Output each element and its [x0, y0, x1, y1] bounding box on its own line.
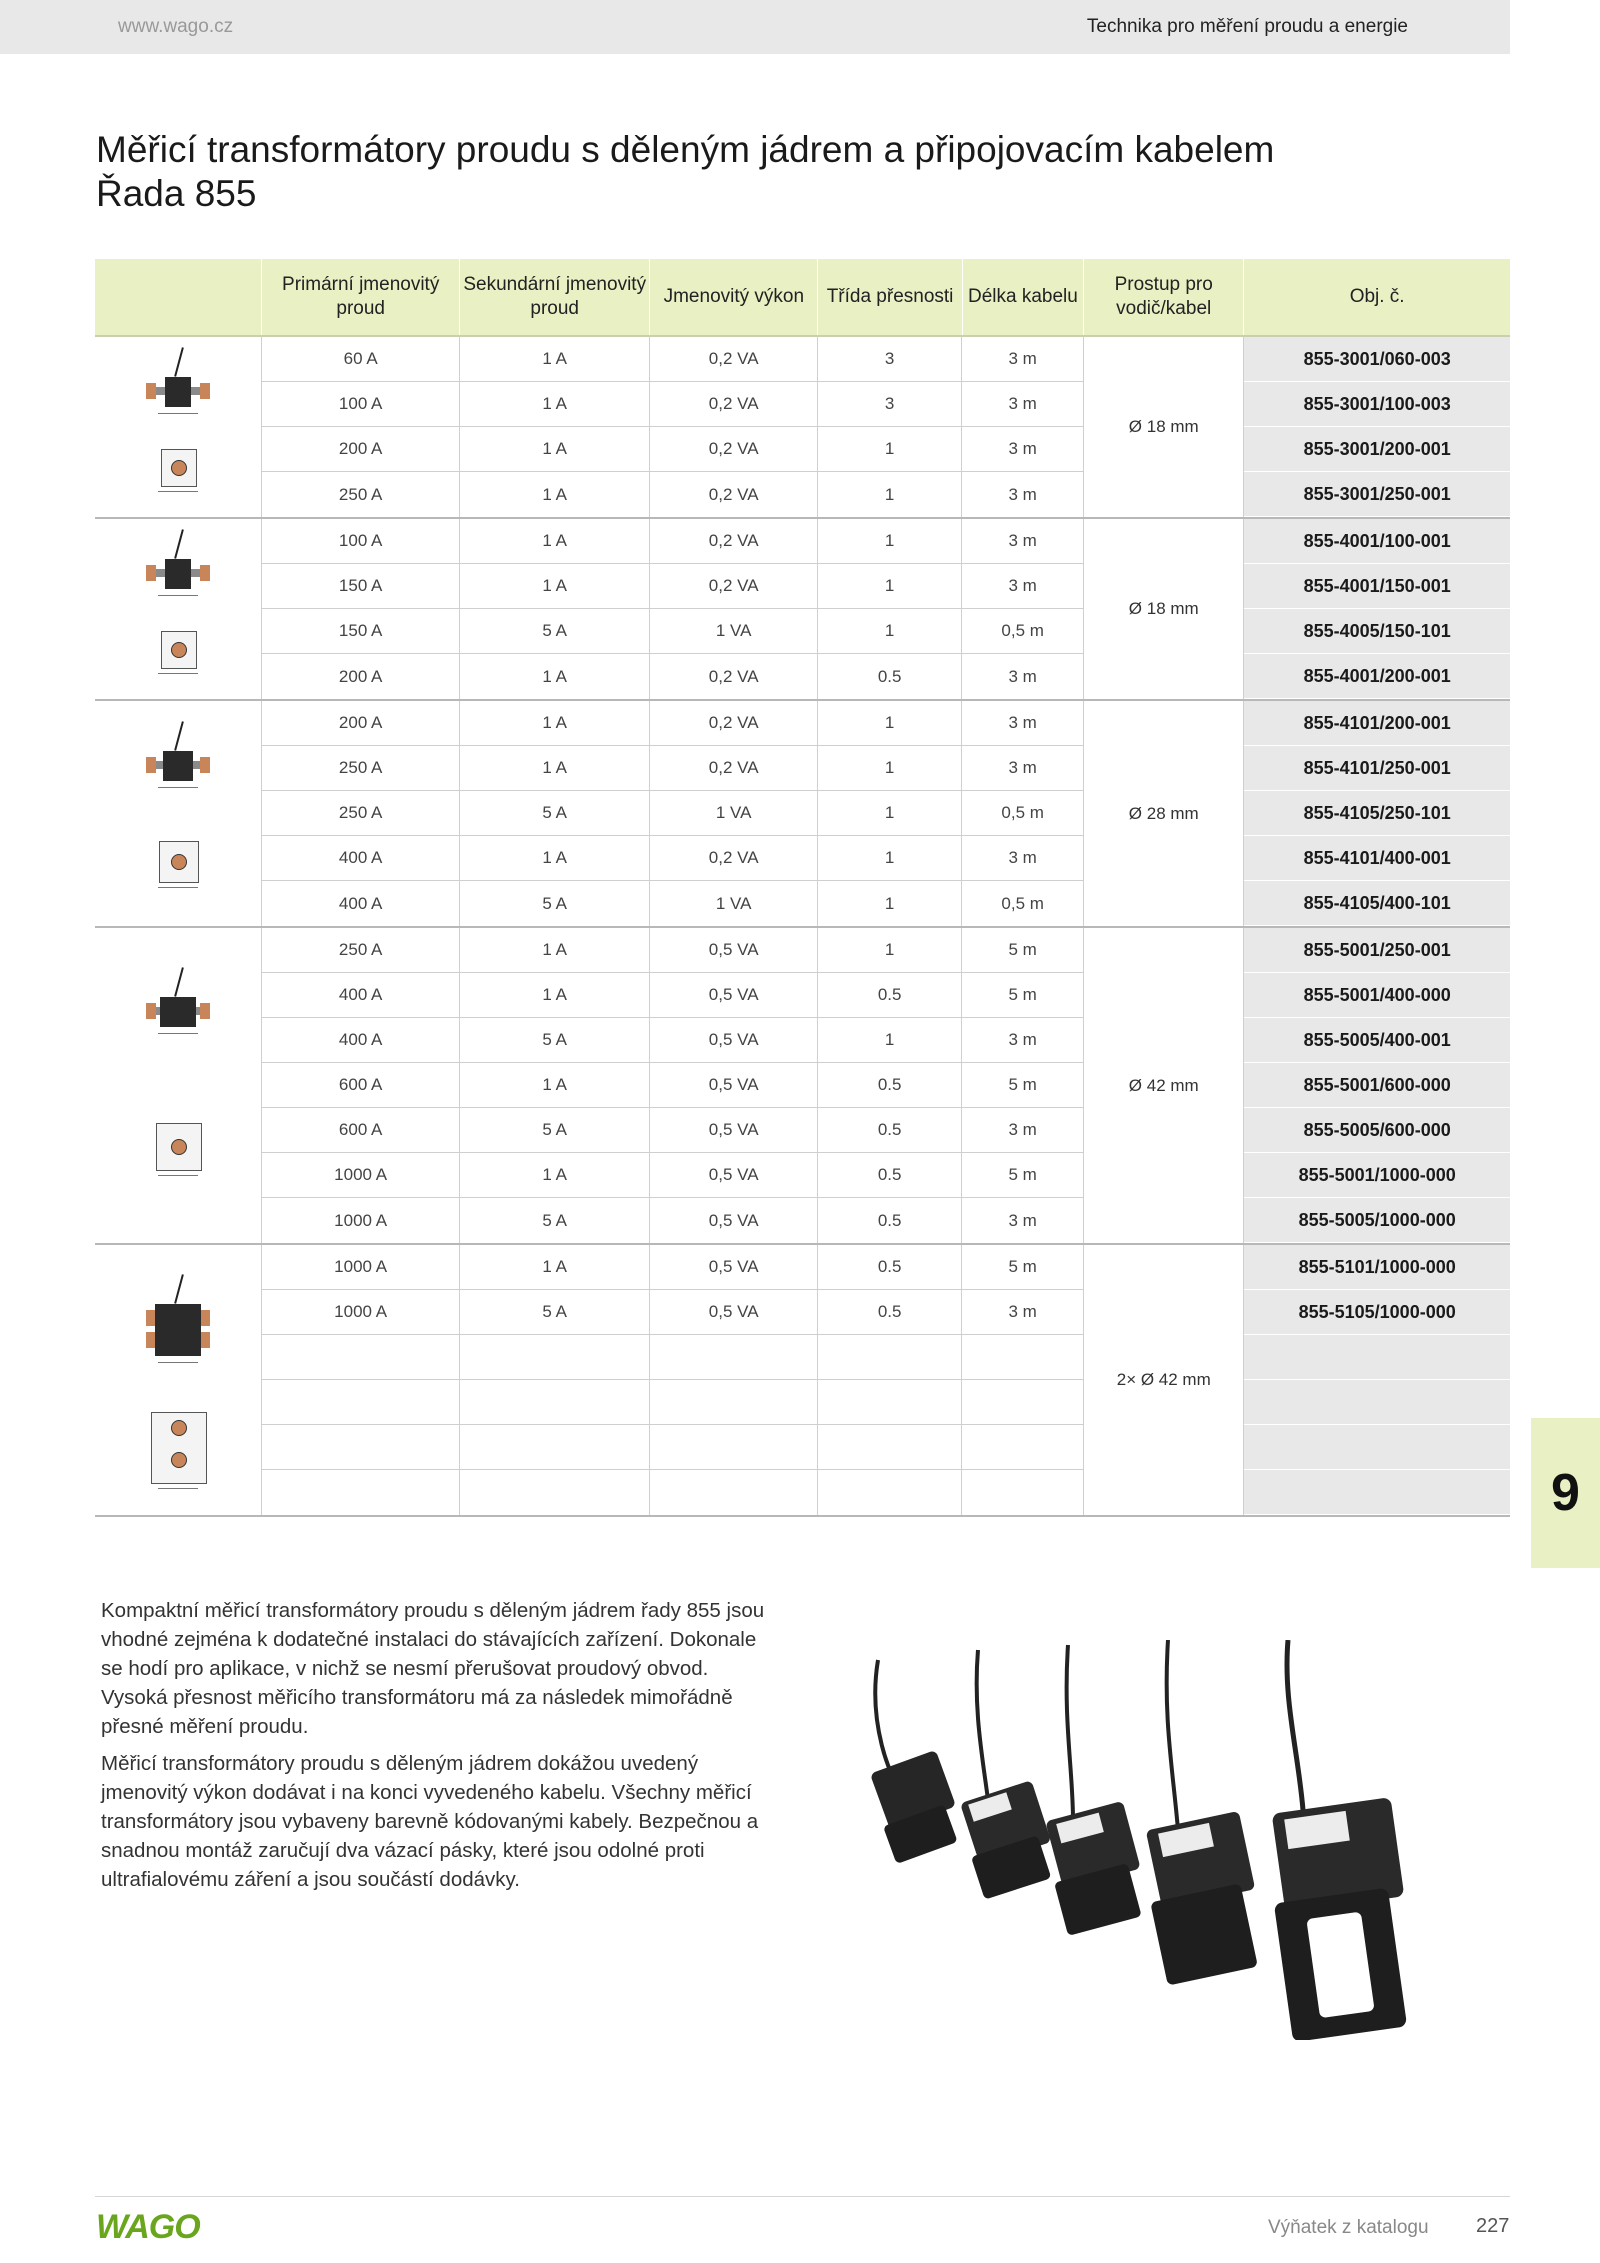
table-row: [262, 1470, 1083, 1515]
cell-rated-power: 0,5 VA: [650, 973, 818, 1017]
header-image-column: [95, 259, 261, 335]
cell-primary-current: 100 A: [262, 382, 460, 426]
drawing-part: [200, 565, 210, 581]
cell-primary-current: 250 A: [262, 746, 460, 790]
cell-order-number[interactable]: 855-3001/200-001: [1244, 427, 1510, 472]
cell-order-number[interactable]: 855-4105/400-101: [1244, 881, 1510, 926]
cell-order-number[interactable]: 855-3001/100-003: [1244, 382, 1510, 427]
cell-primary-current: 250 A: [262, 472, 460, 517]
cell-accuracy-class: 1: [818, 427, 962, 471]
product-photo: [858, 1640, 1418, 2040]
table-row: [262, 928, 1083, 973]
footer-divider: [95, 2196, 1510, 2197]
drawing-part: [163, 751, 193, 781]
cell-cable-length: [962, 1425, 1083, 1469]
drawing-part: [146, 1003, 156, 1019]
table-row: [262, 701, 1083, 746]
table-row: [262, 382, 1083, 427]
table-header: [95, 259, 1510, 337]
cell-conductor-passage: Ø 18 mm: [1083, 519, 1244, 699]
cell-cable-length: 3 m: [1008, 713, 1037, 732]
cell-rated-power: [650, 1335, 818, 1379]
cell-primary-current: 400 A: [262, 973, 460, 1017]
cell-primary-current: 150 A: [262, 609, 460, 653]
drawing-part: [174, 529, 184, 558]
cell-secondary-current: 5 A: [460, 1290, 650, 1334]
cell-order-number[interactable]: 855-3001/060-003: [1244, 337, 1510, 382]
cell-order-number[interactable]: 855-5105/1000-000: [1244, 1290, 1510, 1335]
cell-order-number[interactable]: 855-4005/150-101: [1244, 609, 1510, 654]
cell-order-number[interactable]: 855-5005/400-001: [1244, 1018, 1510, 1063]
order-column: [1244, 519, 1510, 699]
cell-secondary-current: 5 A: [460, 881, 650, 926]
cell-order-number[interactable]: 855-5001/400-000: [1244, 973, 1510, 1018]
cell-order-number[interactable]: 855-5005/600-000: [1244, 1108, 1510, 1153]
cell-secondary-current: 5 A: [460, 1018, 650, 1062]
cell-rated-power: 0,2 VA: [650, 746, 818, 790]
drawing-part: [158, 787, 198, 788]
drawing-part: [171, 854, 187, 870]
cell-rated-power: [650, 1380, 818, 1424]
cell-accuracy-class: 0.5: [818, 1153, 962, 1197]
header-conductor-passage: Prostup pro vodič/kabel: [1083, 259, 1243, 335]
cell-primary-current: 200 A: [262, 701, 460, 745]
order-column: [1244, 928, 1510, 1243]
cell-primary-current: 1000 A: [262, 1153, 460, 1197]
cell-primary-current: 400 A: [262, 1018, 460, 1062]
order-column: [1244, 701, 1510, 926]
group-rows: [262, 701, 1083, 926]
drawing-part: [165, 377, 191, 407]
transformer-large-photo: [1146, 1640, 1258, 1986]
cell-cable-length: 5 m: [1008, 985, 1037, 1004]
drawing-part: [158, 887, 198, 888]
section-title: Technika pro měření proudu a energie: [1086, 16, 1408, 37]
cell-rated-power: 0,5 VA: [650, 1290, 818, 1334]
cell-cable-length: 3 m: [1008, 1030, 1037, 1049]
cell-cable-length: 0,5 m: [1001, 621, 1044, 640]
table-row: [262, 973, 1083, 1018]
cell-rated-power: 0,2 VA: [650, 564, 818, 608]
cell-order-number[interactable]: 855-5001/1000-000: [1244, 1153, 1510, 1198]
cell-rated-power: 0,2 VA: [650, 337, 818, 381]
header-order-number: Obj. č.: [1243, 259, 1510, 335]
cell-cable-length: 3 m: [1008, 1302, 1037, 1321]
cell-rated-power: [650, 1470, 818, 1515]
cell-secondary-current: 1 A: [460, 928, 650, 972]
cell-conductor-passage: Ø 28 mm: [1083, 701, 1244, 926]
drawing-part: [158, 1175, 198, 1176]
table-row: [262, 746, 1083, 791]
cell-cable-length: 3 m: [1008, 666, 1037, 686]
cell-secondary-current: 1 A: [460, 472, 650, 517]
cell-primary-current: 250 A: [262, 928, 460, 972]
cell-secondary-current: 5 A: [460, 609, 650, 653]
table-row: [262, 1380, 1083, 1425]
cell-accuracy-class: 1: [818, 1018, 962, 1062]
table-row: [262, 609, 1083, 654]
cell-secondary-current: 1 A: [460, 746, 650, 790]
header-bar: [0, 0, 1510, 54]
cell-accuracy-class: 0.5: [818, 1245, 962, 1289]
group-rows: [262, 519, 1083, 699]
cell-primary-current: 600 A: [262, 1063, 460, 1107]
cell-secondary-current: 5 A: [460, 1108, 650, 1152]
cell-accuracy-class: 1: [818, 519, 962, 563]
cell-primary-current: 400 A: [262, 836, 460, 880]
drawing-part: [171, 460, 187, 476]
table-row: [262, 427, 1083, 472]
cell-accuracy-class: 3: [818, 382, 962, 426]
cell-rated-power: 0,2 VA: [650, 836, 818, 880]
cell-order-number[interactable]: 855-3001/250-001: [1244, 472, 1510, 517]
drawing-part: [158, 413, 198, 414]
cell-primary-current: 1000 A: [262, 1245, 460, 1289]
cell-primary-current: [262, 1380, 460, 1424]
cell-secondary-current: 1 A: [460, 836, 650, 880]
cell-cable-length: 5 m: [1008, 1165, 1037, 1184]
cell-order-number[interactable]: 855-5101/1000-000: [1244, 1245, 1510, 1290]
cell-accuracy-class: [818, 1380, 962, 1424]
cell-cable-length: 3 m: [1008, 439, 1037, 458]
cell-cable-length: 3 m: [1008, 576, 1037, 595]
product-group: [95, 337, 1510, 519]
drawing-part: [200, 1310, 210, 1326]
header-cable-length: Délka kabelu: [962, 259, 1083, 335]
cell-secondary-current: 1 A: [460, 701, 650, 745]
table-row: [262, 1335, 1083, 1380]
drawing-part: [158, 491, 198, 492]
product-table: [95, 259, 1510, 1517]
cell-cable-length: 5 m: [1008, 1257, 1037, 1276]
cell-rated-power: 0,5 VA: [650, 1245, 818, 1289]
cell-secondary-current: 1 A: [460, 654, 650, 699]
cell-primary-current: 600 A: [262, 1108, 460, 1152]
header-primary-current: Primární jmenovitý proud: [261, 259, 459, 335]
cell-cable-length: [962, 1380, 1083, 1424]
group-rows: [262, 928, 1083, 1243]
footer-catalog-text: Výňatek z katalogu: [1268, 2217, 1429, 2238]
site-url[interactable]: www.wago.cz: [118, 16, 234, 37]
product-drawing: [95, 701, 262, 926]
order-column: [1244, 337, 1510, 517]
chapter-tab[interactable]: 9: [1531, 1418, 1600, 1568]
cell-order-number[interactable]: 855-4001/150-001: [1244, 564, 1510, 609]
transformer-double-photo: [1272, 1640, 1408, 2040]
product-drawing: [95, 519, 262, 699]
cell-accuracy-class: 1: [818, 609, 962, 653]
cell-accuracy-class: 0.5: [818, 973, 962, 1017]
drawing-part: [146, 565, 156, 581]
header-secondary-current: Sekundární jmenovitý proud: [459, 259, 649, 335]
drawing-part: [200, 383, 210, 399]
drawing-part: [165, 559, 191, 589]
drawing-part: [158, 1488, 198, 1489]
cell-rated-power: 0,5 VA: [650, 1018, 818, 1062]
order-column: [1244, 1245, 1510, 1515]
cell-rated-power: 1 VA: [650, 881, 818, 926]
drawing-part: [174, 721, 184, 750]
cell-order-number: [1244, 1380, 1510, 1425]
cell-rated-power: [650, 1425, 818, 1469]
product-group: [95, 928, 1510, 1245]
drawing-part: [171, 642, 187, 658]
cell-secondary-current: 1 A: [460, 1153, 650, 1197]
cell-cable-length: 0,5 m: [1001, 893, 1044, 913]
cell-primary-current: 250 A: [262, 791, 460, 835]
product-group: [95, 701, 1510, 928]
cell-accuracy-class: [818, 1425, 962, 1469]
drawing-part: [158, 1362, 198, 1363]
cell-primary-current: [262, 1335, 460, 1379]
cell-order-number[interactable]: 855-4101/400-001: [1244, 836, 1510, 881]
cell-rated-power: 1 VA: [650, 791, 818, 835]
product-group: [95, 1245, 1510, 1517]
cell-cable-length: [962, 1470, 1083, 1515]
description: [101, 1596, 771, 1902]
cell-primary-current: 200 A: [262, 427, 460, 471]
cell-cable-length: 5 m: [1008, 1075, 1037, 1094]
transformer-small-photo: [870, 1660, 958, 1864]
cell-accuracy-class: 0.5: [818, 1290, 962, 1334]
drawing-part: [155, 1304, 201, 1356]
drawing-part: [174, 1275, 184, 1304]
cell-rated-power: 0,2 VA: [650, 519, 818, 563]
cell-order-number[interactable]: 855-5005/1000-000: [1244, 1198, 1510, 1243]
cell-order-number: [1244, 1470, 1510, 1515]
cell-primary-current: [262, 1470, 460, 1515]
cell-order-number[interactable]: 855-4105/250-101: [1244, 791, 1510, 836]
table-row: [262, 654, 1083, 699]
drawing-part: [158, 673, 198, 674]
cell-accuracy-class: [818, 1335, 962, 1379]
cell-rated-power: 0,2 VA: [650, 701, 818, 745]
page-number: 227: [1476, 2215, 1510, 2237]
table-row: [262, 1198, 1083, 1243]
table-row: [262, 519, 1083, 564]
group-rows: [262, 337, 1083, 517]
cell-secondary-current: 1 A: [460, 973, 650, 1017]
table-row: [262, 337, 1083, 382]
product-group: [95, 519, 1510, 701]
drawing-part: [158, 595, 198, 596]
cell-primary-current: 1000 A: [262, 1290, 460, 1334]
cell-rated-power: 0,2 VA: [650, 382, 818, 426]
cell-conductor-passage: 2× Ø 42 mm: [1083, 1245, 1244, 1515]
transformer-medium2-photo: [1045, 1645, 1141, 1936]
cell-rated-power: 0,5 VA: [650, 1198, 818, 1243]
drawing-part: [158, 1033, 198, 1034]
description-paragraph: Měřicí transformátory proudu s děleným jádrem dokážou uvedený jmenovitý výkon dodávat i na konci vyvedeného kabelu. Všechny měřicí transformátory jsou vybaveny barevně kódovanými kabely. Bezpečnou a snadnou montáž zaručují dva vázací pásky, které jsou odolné proti ultrafialovému záření a jsou součástí dodávky.: [101, 1752, 759, 1891]
cell-order-number[interactable]: 855-4001/200-001: [1244, 654, 1510, 699]
drawing-part: [160, 997, 196, 1027]
cell-secondary-current: [460, 1335, 650, 1379]
cell-rated-power: 0,5 VA: [650, 1108, 818, 1152]
cell-accuracy-class: 1: [818, 701, 962, 745]
product-drawing: [95, 1245, 262, 1515]
cell-order-number[interactable]: 855-5001/600-000: [1244, 1063, 1510, 1108]
table-row: [262, 1063, 1083, 1108]
header-rated-power: Jmenovitý výkon: [649, 259, 817, 335]
cell-rated-power: 0,2 VA: [650, 472, 818, 517]
cell-primary-current: 60 A: [262, 337, 460, 381]
table-body: [95, 337, 1510, 1517]
group-rows: [262, 1245, 1083, 1515]
cell-rated-power: 0,2 VA: [650, 427, 818, 471]
description-paragraph: Kompaktní měřicí transformátory proudu s děleným jádrem řady 855 jsou vhodné zejména k dodatečné instalaci do stávajících zařízení. Dokonale se hodí pro aplikace, v nichž se nesmí přerušovat proudový obvod. Vysoká přesnost měřicího transformátoru má za následek mimořádně přesné měření proudu.: [101, 1599, 765, 1738]
table-row: [262, 472, 1083, 517]
cell-secondary-current: 5 A: [460, 791, 650, 835]
wago-logo: [96, 2208, 206, 2244]
cell-accuracy-class: 0.5: [818, 654, 962, 699]
cell-rated-power: 0,5 VA: [650, 928, 818, 972]
cell-primary-current: 1000 A: [262, 1198, 460, 1243]
cell-order-number[interactable]: 855-4101/250-001: [1244, 746, 1510, 791]
table-row: [262, 1425, 1083, 1470]
cell-secondary-current: 1 A: [460, 1245, 650, 1289]
cell-cable-length: 3 m: [1008, 349, 1037, 368]
table-row: [262, 1018, 1083, 1063]
drawing-part: [200, 1003, 210, 1019]
cell-cable-length: 3 m: [1008, 394, 1037, 413]
cell-cable-length: 3 m: [1008, 1120, 1037, 1139]
cell-order-number[interactable]: 855-4001/100-001: [1244, 519, 1510, 564]
cell-order-number: [1244, 1425, 1510, 1470]
table-row: [262, 1290, 1083, 1335]
cell-rated-power: 0,2 VA: [650, 654, 818, 699]
cell-accuracy-class: 1: [818, 791, 962, 835]
cell-conductor-passage: Ø 42 mm: [1083, 928, 1244, 1243]
cell-accuracy-class: 3: [818, 337, 962, 381]
cell-accuracy-class: 1: [818, 564, 962, 608]
page-title: Měřicí transformátory proudu s děleným jádrem a připojovacím kabelem: [96, 129, 1275, 170]
cell-rated-power: 0,5 VA: [650, 1153, 818, 1197]
cell-accuracy-class: 1: [818, 746, 962, 790]
cell-secondary-current: 5 A: [460, 1198, 650, 1243]
header-accuracy-class: Třída přesnosti: [817, 259, 961, 335]
cell-accuracy-class: 1: [818, 881, 962, 926]
drawing-part: [200, 1332, 210, 1348]
cell-secondary-current: 1 A: [460, 382, 650, 426]
cell-order-number[interactable]: 855-5001/250-001: [1244, 928, 1510, 973]
cell-secondary-current: [460, 1470, 650, 1515]
cell-cable-length: [962, 1335, 1083, 1379]
cell-accuracy-class: 1: [818, 836, 962, 880]
cell-cable-length: 3 m: [1008, 848, 1037, 867]
cell-rated-power: 0,5 VA: [650, 1063, 818, 1107]
drawing-part: [174, 347, 184, 376]
table-row: [262, 1108, 1083, 1153]
cell-accuracy-class: 0.5: [818, 1108, 962, 1152]
cell-primary-current: 150 A: [262, 564, 460, 608]
cell-secondary-current: 1 A: [460, 564, 650, 608]
cell-conductor-passage: Ø 18 mm: [1083, 337, 1244, 517]
cell-accuracy-class: 1: [818, 928, 962, 972]
drawing-part: [200, 757, 210, 773]
cell-rated-power: 1 VA: [650, 609, 818, 653]
drawing-part: [174, 968, 184, 997]
page-subtitle: Řada 855: [96, 173, 257, 214]
table-row: [262, 1245, 1083, 1290]
product-drawing: [95, 337, 262, 517]
cell-cable-length: 3 m: [1008, 1210, 1037, 1230]
transformer-medium-photo: [960, 1650, 1051, 1900]
cell-cable-length: 5 m: [1008, 940, 1037, 959]
table-row: [262, 791, 1083, 836]
cell-secondary-current: [460, 1380, 650, 1424]
cell-cable-length: 3 m: [1008, 758, 1037, 777]
table-row: [262, 1153, 1083, 1198]
cell-secondary-current: 1 A: [460, 1063, 650, 1107]
cell-accuracy-class: [818, 1470, 962, 1515]
cell-primary-current: [262, 1425, 460, 1469]
table-row: [262, 836, 1083, 881]
product-drawing: [95, 928, 262, 1243]
cell-accuracy-class: 0.5: [818, 1063, 962, 1107]
cell-order-number: [1244, 1335, 1510, 1380]
drawing-part: [146, 383, 156, 399]
svg-text:WAGO: WAGO: [96, 2208, 200, 2244]
cell-primary-current: 100 A: [262, 519, 460, 563]
table-row: [262, 881, 1083, 926]
cell-secondary-current: 1 A: [460, 337, 650, 381]
cell-cable-length: 3 m: [1008, 531, 1037, 550]
cell-secondary-current: [460, 1425, 650, 1469]
cell-secondary-current: 1 A: [460, 519, 650, 563]
cell-accuracy-class: 1: [818, 472, 962, 517]
cell-primary-current: 200 A: [262, 654, 460, 699]
cell-secondary-current: 1 A: [460, 427, 650, 471]
cell-accuracy-class: 0.5: [818, 1198, 962, 1243]
cell-order-number[interactable]: 855-4101/200-001: [1244, 701, 1510, 746]
table-row: [262, 564, 1083, 609]
cell-primary-current: 400 A: [262, 881, 460, 926]
drawing-part: [146, 757, 156, 773]
cell-cable-length: 3 m: [1008, 484, 1037, 504]
cell-cable-length: 0,5 m: [1001, 803, 1044, 822]
